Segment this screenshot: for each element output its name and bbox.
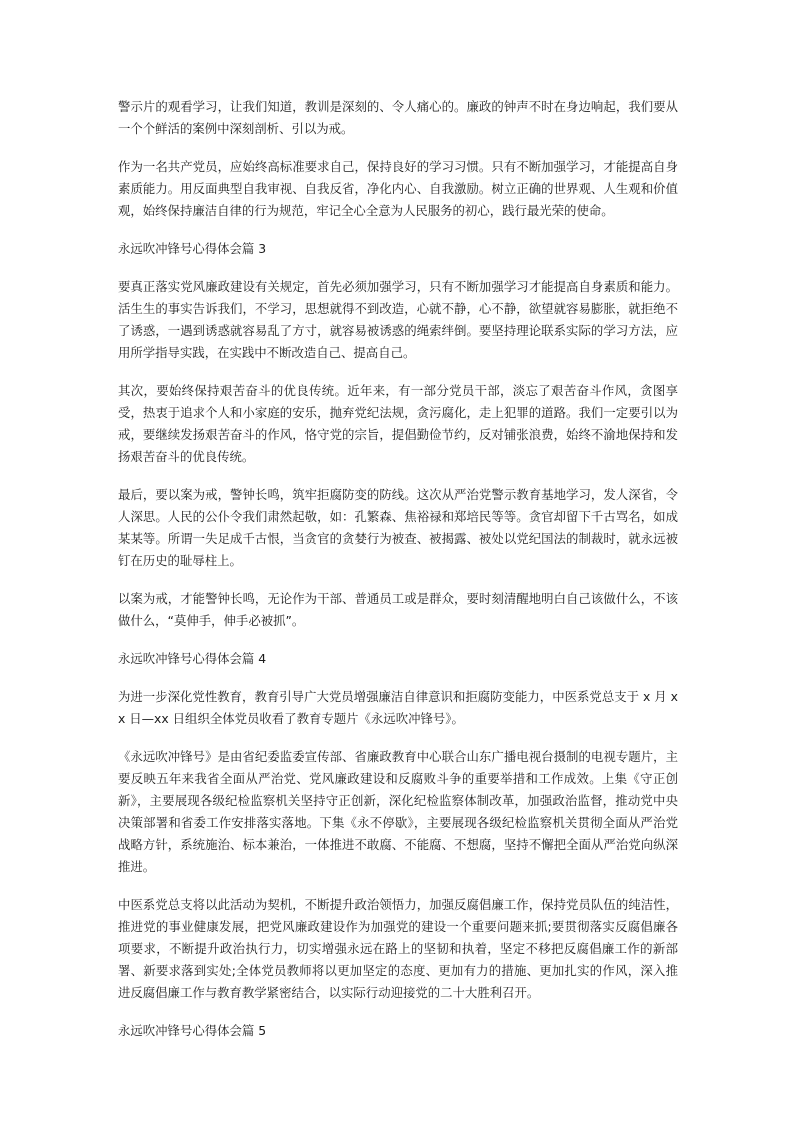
paragraph: 警示片的观看学习，让我们知道，教训是深刻的、令人痛心的。廉政的钟声不时在身边响起，我们要从一个个鲜活的案例中深刻剖析、引以为戒。 (118, 99, 678, 136)
paragraph: 中医系党总支将以此活动为契机，不断提升政治领悟力，加强反腐倡廉工作，保持党员队伍的纯洁性，推进党的事业健康发展，把党风廉政建设作为加强党的建设一个重要问题来抓;要贯彻落实反腐倡廉各项要求，不断提升政治执行力，切实增强永远在路上的坚韧和执着，坚定不移把反腐倡廉工作的新部署、新要求落到实处;全体党员教师将以更加坚定的态度、更加有力的措施、更加扎实的作风，深入推进反腐倡廉工作与教育教学紧密结合，以实际行动迎接党的二十大胜利召开。 (118, 897, 678, 1000)
paragraph: 以案为戒，才能警钟长鸣，无论作为干部、普通员工或是群众，要时刻清醒地明白自己该做什么，不该做什么，“莫伸手，伸手必被抓”。 (118, 591, 678, 628)
section-heading: 永远吹冲锋号心得体会篇 3 (118, 241, 267, 256)
section-heading: 永远吹冲锋号心得体会篇 4 (118, 651, 267, 666)
paragraph: 要真正落实党风廉政建设有关规定，首先必须加强学习，只有不断加强学习才能提高自身素质和能力。活生生的事实告诉我们，不学习，思想就得不到改造，心就不静，心不静，欲望就容易膨胀，就拒绝不了诱惑，一遇到诱惑就容易乱了方寸，就容易被诱惑的绳索绊倒。要坚持理论联系实际的学习方法，应用所学指导实践，在实践中不断改造自己、提高自己。 (118, 279, 678, 360)
paragraph: 为进一步深化党性教育，教育引导广大党员增强廉洁自律意识和拒腐防变能力，中医系党总支于 x 月 xx 日—xx 日组织全体党员收看了教育专题片《永远吹冲锋号》。 (118, 689, 678, 726)
paragraph: 作为一名共产党员，应始终高标准要求自己，保持良好的学习习惯。只有不断加强学习，才能提高自身素质能力。用反面典型自我审视、自我反省，净化内心、自我激励。树立正确的世界观、人生观和价值观，始终保持廉洁自律的行为规范，牢记全心全意为人民服务的初心，践行最光荣的使命。 (118, 159, 678, 218)
document-page (118, 96, 678, 1058)
paragraph: 其次，要始终保持艰苦奋斗的优良传统。近年来，有一部分党员干部，淡忘了艰苦奋斗作风，贪图享受，热衷于追求个人和小家庭的安乐，抛弃党纪法规，贪污腐化，走上犯罪的道路。我们一定要引以为戒，要继续发扬艰苦奋斗的作风，恪守党的宗旨，提倡勤俭节约，反对铺张浪费，始终不渝地保持和发扬艰苦奋斗的优良传统。 (118, 383, 678, 464)
paragraph: 《永远吹冲锋号》是由省纪委监委宣传部、省廉政教育中心联合山东广播电视台摄制的电视专题片，主要反映五年来我省全面从严治党、党风廉政建设和反腐败斗争的重要举措和工作成效。上集《守正创新》，主要展现各级纪检监察机关坚持守正创新，深化纪检监察体制改革，加强政治监督，推动党中央决策部署和省委工作安排落实落地。下集《永不停歇》，主要展现各级纪检监察机关贯彻全面从严治党战略方针，系统施治、标本兼治，一体推进不敢腐、不能腐、不想腐，坚持不懈把全面从严治党向纵深推进。 (118, 749, 678, 874)
section-heading: 永远吹冲锋号心得体会篇 5 (118, 1023, 267, 1038)
paragraph: 最后，要以案为戒，警钟长鸣，筑牢拒腐防变的防线。这次从严治党警示教育基地学习，发人深省，令人深思。人民的公仆令我们肃然起敬，如：孔繁森、焦裕禄和郑培民等等。贪官却留下千古骂名，如成某某等。所谓一失足成千古恨，当贪官的贪婪行为被查、被揭露、被处以党纪国法的制裁时，就永远被钉在历史的耻辱柱上。 (118, 487, 678, 568)
